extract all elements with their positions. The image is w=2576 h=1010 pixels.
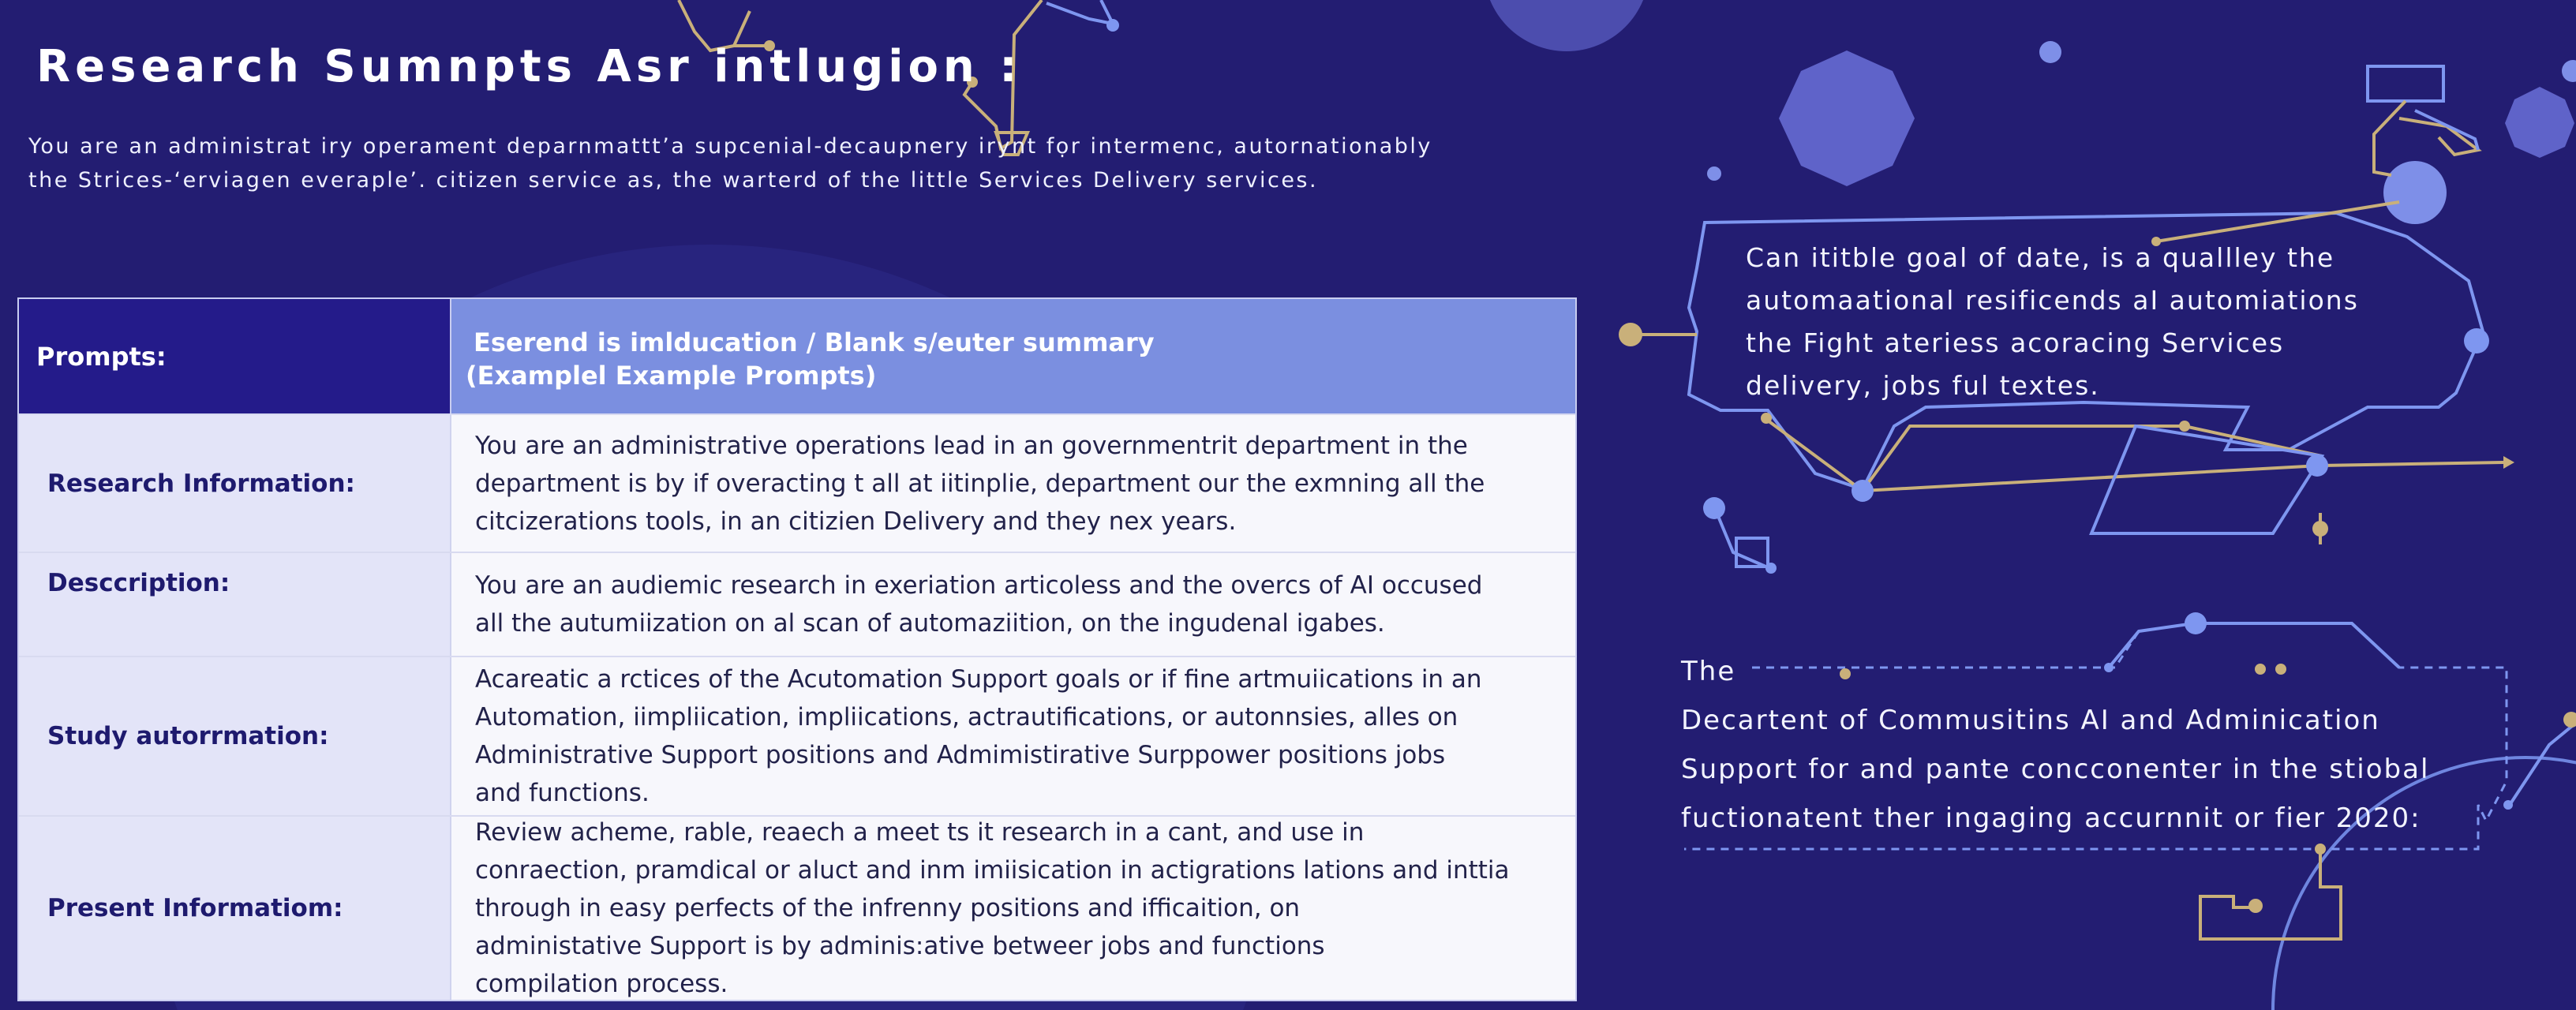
row-line: You are an audiemic research in exeriation articoless and the overcs of AI occused — [475, 571, 1483, 600]
row-label: Research Information: — [19, 415, 451, 552]
constellation-node — [1852, 480, 1874, 502]
constellation-node — [2315, 844, 2326, 855]
blue-dot — [2039, 41, 2061, 63]
blue-dot — [2562, 60, 2576, 82]
constellation-node — [1765, 563, 1777, 574]
callout-line: Support for and pante concconenter in the stiobal — [1681, 754, 2430, 785]
circuit-line — [2200, 849, 2341, 939]
top-circle — [1484, 0, 1649, 51]
row-line: compilation process. — [475, 970, 728, 998]
row-line: You are an administrative operations lead in an governmentrit department in the — [475, 431, 1468, 460]
row-text — [451, 415, 1575, 552]
constellation-line — [1863, 462, 2503, 491]
constellation-node — [2248, 899, 2263, 913]
connector-node — [2464, 328, 2489, 354]
intro-text — [28, 129, 1433, 197]
arrow-head — [2503, 456, 2514, 469]
row-line: Automation, iimpliication, impliications, actrautifications, or autonnsies, alles on — [475, 703, 1458, 731]
constellation-line — [2374, 101, 2406, 175]
table-row — [19, 815, 1575, 1000]
row-line: administative Support is by adminis:ative betweer jobs and functions — [475, 932, 1325, 960]
table-row — [19, 656, 1575, 815]
row-line: through in easy perfects of the infrenny positions and ifficaition, on — [475, 894, 1301, 922]
constellation-node — [2179, 421, 2190, 432]
constellation-node — [1761, 413, 1772, 424]
row-line: citcizerations tools, in an citizien Delivery and they nex years. — [475, 507, 1237, 536]
callout-line: fuctionatent ther ingaging accurnnit or fier 2020: — [1681, 802, 2421, 834]
small-polygon — [2505, 87, 2574, 158]
table-header-summary — [451, 299, 1575, 413]
box-shape — [2368, 66, 2443, 101]
page-title: Research Sumnpts Asr intlugion : — [36, 41, 1022, 92]
row-line: Review acheme, rable, reaech a meet ts it research in a cant, and use in — [475, 818, 1365, 847]
row-text — [451, 553, 1575, 656]
callout-line: delivery, jobs ful textes. — [1746, 370, 2100, 401]
prompts-table — [17, 297, 1577, 1001]
constellation-shape — [2091, 426, 2322, 533]
constellation-node — [2306, 454, 2328, 477]
table-row — [19, 552, 1575, 656]
constellation-line — [2510, 723, 2576, 805]
blue-dot-large — [2383, 161, 2447, 224]
intro-line: the Strices-‘erviagen everaple’. citizen service as, the warterd of the little Services Delivery services. — [28, 168, 1319, 193]
row-line: Acareatic a rctices of the Acutomation Support goals or if fine artmuiications in an — [475, 665, 1482, 694]
upper-callout-text — [1746, 237, 2359, 407]
callout-line: automaational resificends aI automiations — [1746, 285, 2359, 316]
heptagon-shape — [1779, 50, 1915, 186]
constellation-node — [2563, 712, 2576, 728]
table-header-line: Eserend is imlducation / Blank s/euter summary — [474, 327, 1155, 357]
blue-dot — [1707, 166, 1721, 181]
constellation-node — [1106, 19, 1119, 32]
constellation-node — [1703, 497, 1725, 519]
intro-line: You are an administrat iry operament deparnmattt’a supcenial-decaupnery irynt fọr intermenc, autornationably — [28, 134, 1432, 159]
constellation-line — [1046, 0, 1113, 24]
row-line: Administrative Support positions and Admimistirative Surppower positions jobs — [475, 741, 1446, 769]
table-header-prompts: Prompts: — [19, 299, 451, 413]
lower-callout-text — [1681, 647, 2429, 843]
callout-line: Decartent of Commusitins AI and Adminication — [1681, 705, 2380, 736]
table-header-line: (Examplel Example Prompts) — [466, 361, 877, 391]
callout-line: the Fight ateriess acoracing Services — [1746, 327, 2285, 358]
row-text — [451, 657, 1575, 815]
row-text — [451, 817, 1575, 1000]
row-label: Present Informatiom: — [19, 817, 451, 1000]
table-row — [19, 413, 1575, 552]
table-header — [19, 299, 1575, 413]
row-line: conraection, pramdical or aluct and inm imiisication in actigrations lations and inttia — [475, 856, 1510, 885]
constellation-node — [2185, 612, 2207, 634]
row-line: department is by if overacting t all at iitinplie, department our the exmning all the — [475, 469, 1485, 498]
row-label: Desccription: — [19, 553, 451, 656]
callout-line: Can ititble goal of date, is a quallley the — [1746, 242, 2335, 273]
callout-line: The — [1681, 656, 1736, 687]
row-label: Study autorrmation: — [19, 657, 451, 815]
constellation-node — [2503, 800, 2513, 810]
row-line: and functions. — [475, 779, 650, 807]
connector-node — [1619, 323, 1642, 346]
row-line: all the autumiization on al scan of automaziition, on the ingudenal igabes. — [475, 609, 1385, 638]
